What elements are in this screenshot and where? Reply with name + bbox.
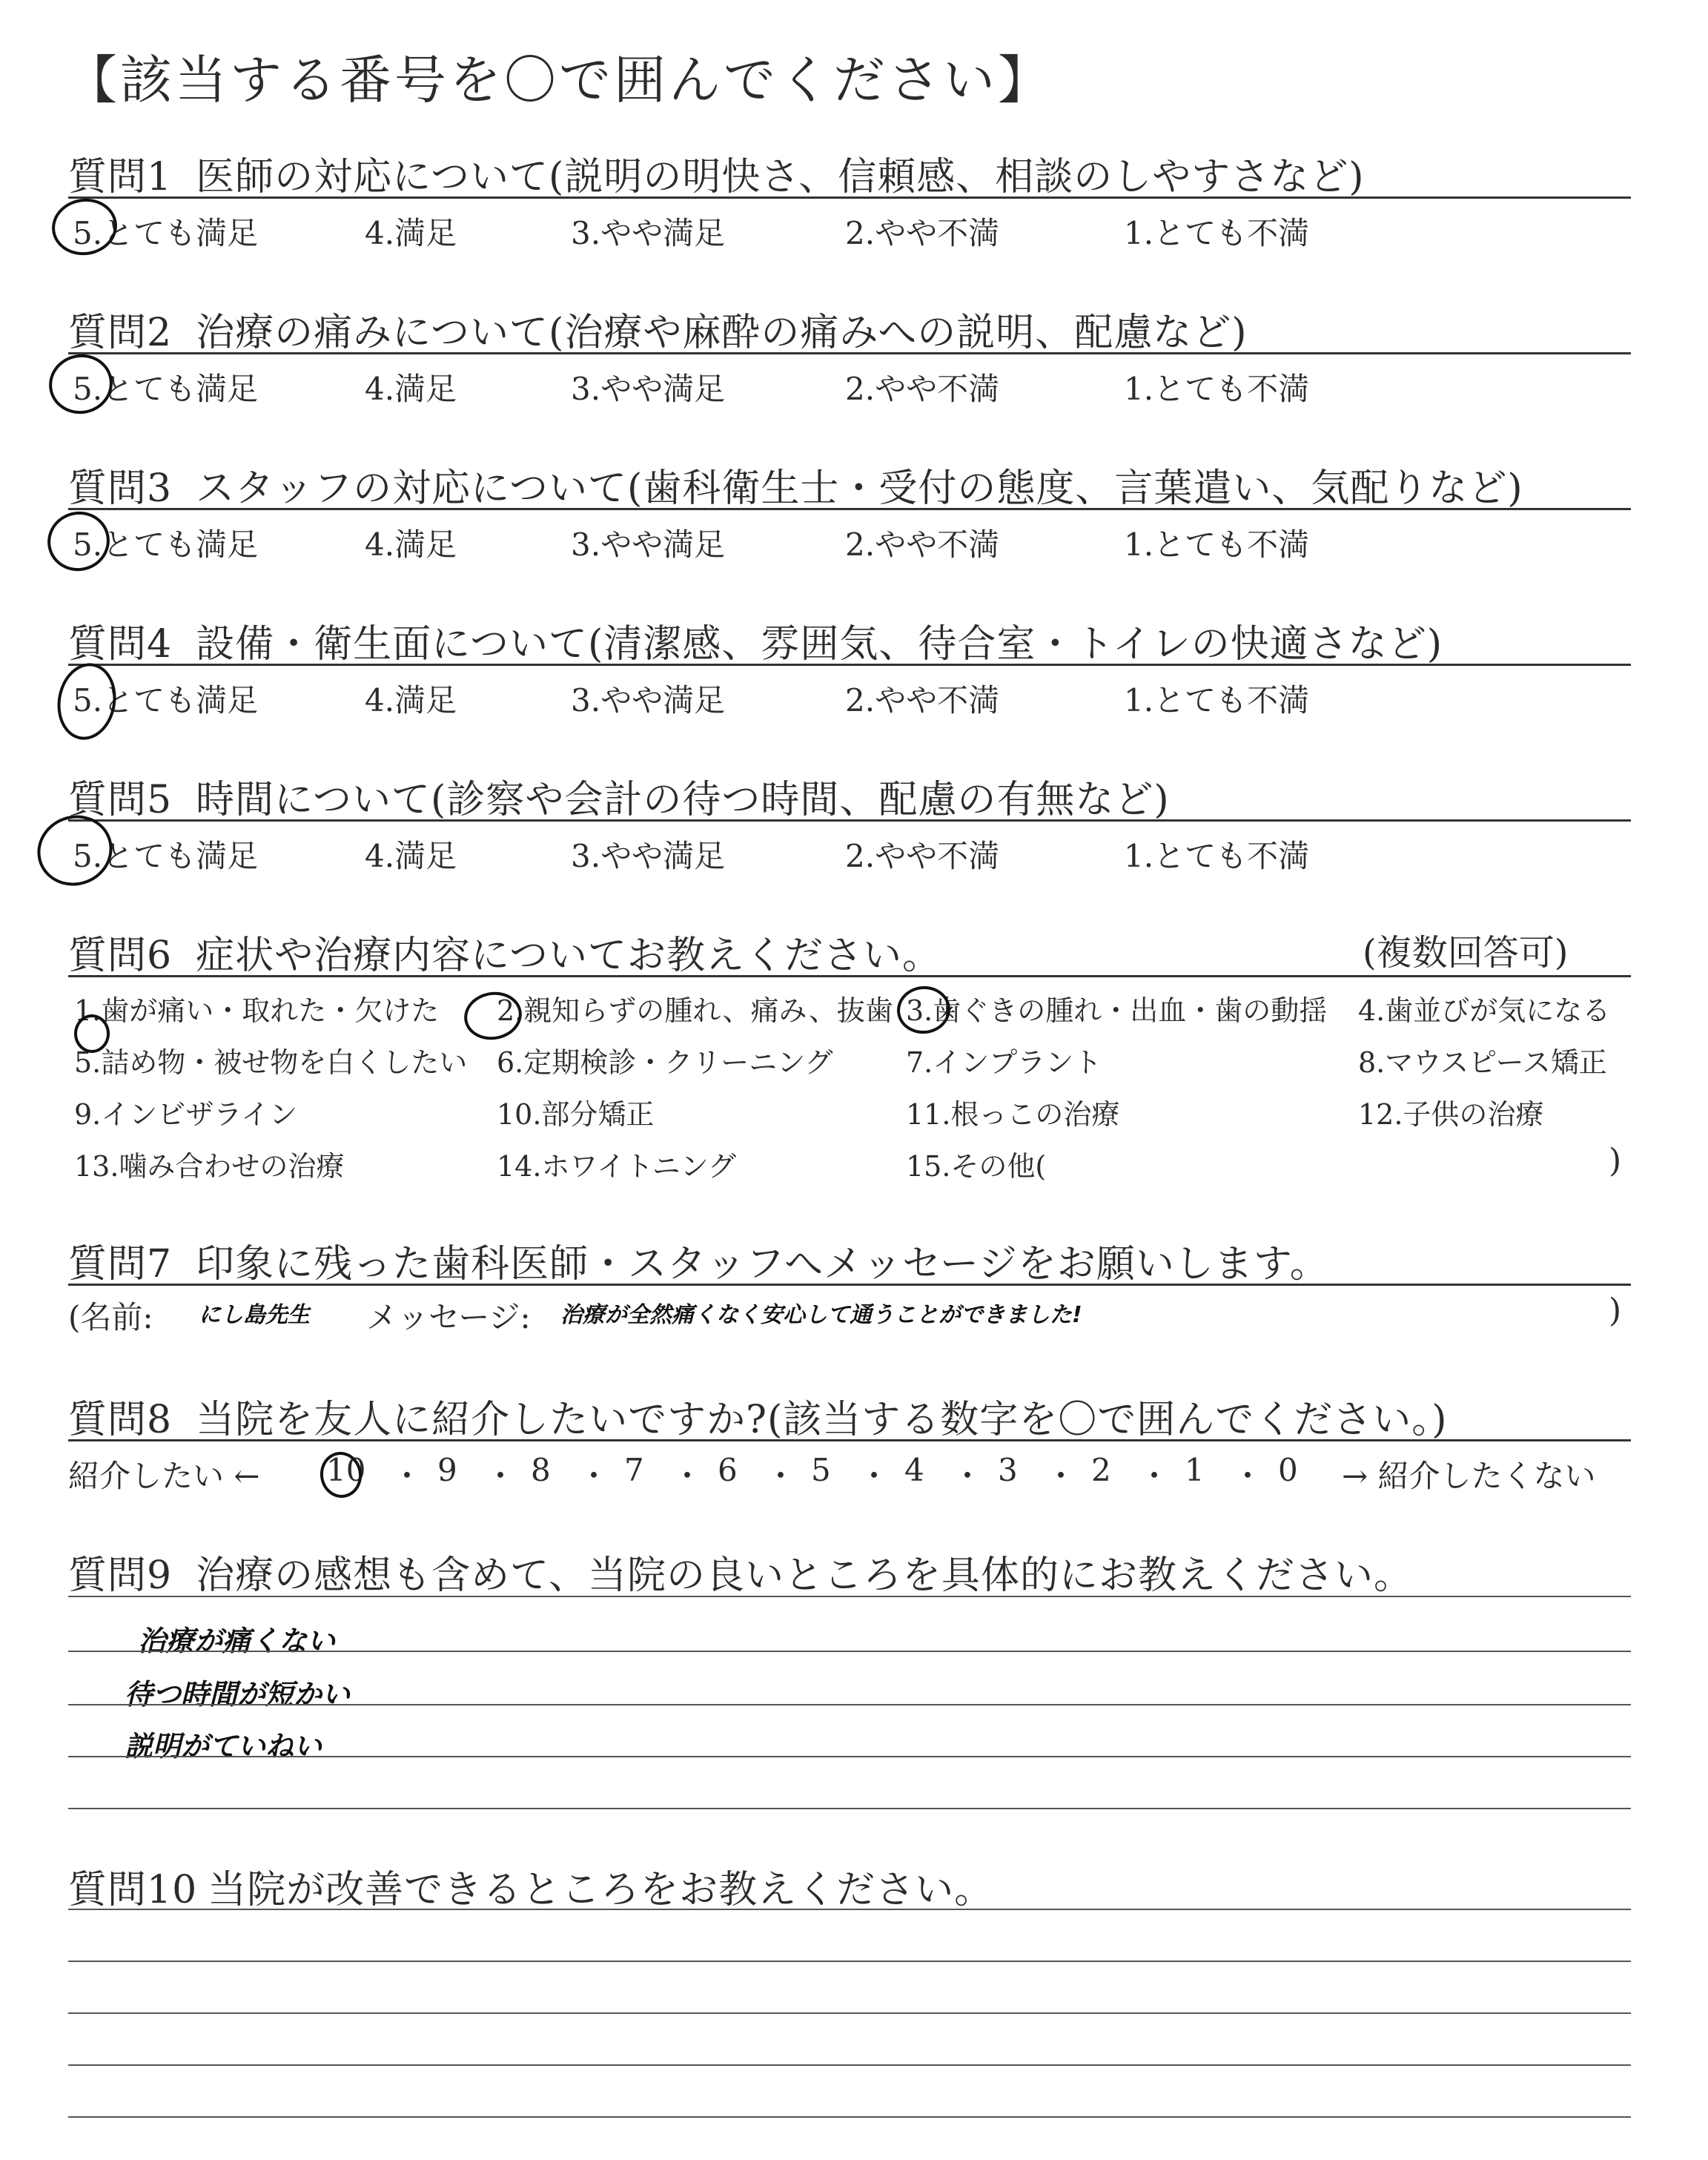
answer-line — [68, 1651, 1631, 1652]
handwritten-staff-name[interactable]: にし島先生 — [199, 1302, 310, 1328]
question-text: 当院が改善できるところをお教えください。 — [208, 1868, 994, 1912]
message-label: メッセージ: — [366, 1299, 531, 1335]
rating-option-4[interactable]: 4.満足 — [365, 526, 457, 563]
rating-option-1[interactable]: 1.とても不満 — [1124, 371, 1310, 407]
question-text: 設備・衛生面について(清潔感、雰囲気、待合室・トイレの快適さなど) — [196, 622, 1443, 667]
scale-separator: ・ — [1232, 1458, 1264, 1494]
symptom-option-7[interactable]: 7.インプラント — [906, 1046, 1102, 1079]
scale-value-4[interactable]: 4 — [904, 1452, 924, 1488]
symptom-option-2[interactable]: 2.親知らずの腫れ、痛み、抜歯 — [497, 994, 893, 1027]
question-number: 質問10 — [68, 1868, 198, 1912]
page-title: 【該当する番号を〇で囲んでください】 — [65, 50, 1053, 110]
rating-option-3[interactable]: 3.やや満足 — [571, 371, 726, 407]
handwritten-message[interactable]: 治療が全然痛くなく安心して通うことができました! — [560, 1302, 1082, 1328]
question-5 — [68, 768, 1170, 824]
question-6 — [68, 924, 941, 980]
symptom-option-11[interactable]: 11.根っこの治療 — [906, 1098, 1120, 1131]
rating-option-1[interactable]: 1.とても不満 — [1124, 526, 1310, 563]
question-number: 質問7 — [68, 1242, 173, 1287]
rating-option-5[interactable]: 5.とても満足 — [73, 526, 259, 563]
question-7 — [68, 1232, 1329, 1288]
handwritten-answer[interactable]: 治療が痛くない — [138, 1625, 336, 1657]
question-number: 質問1 — [68, 155, 173, 199]
scale-value-5[interactable]: 5 — [811, 1452, 831, 1488]
answer-line — [68, 2116, 1631, 2118]
scale-value-6[interactable]: 6 — [718, 1452, 738, 1488]
hand-drawn-circle-mark — [41, 504, 116, 578]
symptom-option-8[interactable]: 8.マウスピース矯正 — [1358, 1046, 1607, 1079]
message-close-paren: ) — [1609, 1292, 1622, 1330]
answer-line — [68, 1961, 1631, 1962]
question-8 — [68, 1388, 1448, 1444]
scale-value-7[interactable]: 7 — [624, 1452, 644, 1488]
rule — [68, 1284, 1631, 1286]
answer-line — [68, 2064, 1631, 2066]
rule — [68, 819, 1631, 822]
question-text: 症状や治療内容についてお教えください。 — [196, 934, 942, 978]
rule — [68, 975, 1631, 977]
scale-separator: ・ — [391, 1458, 423, 1494]
recommend-left-label: 紹介したい ← — [68, 1458, 260, 1494]
rating-option-4[interactable]: 4.満足 — [365, 838, 457, 874]
question-3 — [68, 457, 1523, 512]
rating-option-3[interactable]: 3.やや満足 — [571, 838, 726, 874]
scale-separator: ・ — [578, 1458, 610, 1494]
answer-line — [68, 1756, 1631, 1757]
symptom-option-6[interactable]: 6.定期検診・クリーニング — [497, 1046, 833, 1079]
rating-option-5[interactable]: 5.とても満足 — [73, 682, 259, 719]
scale-value-10[interactable]: 10 — [326, 1452, 366, 1488]
scale-separator: ・ — [1139, 1458, 1171, 1494]
question-text: 治療の感想も含めて、当院の良いところを具体的にお教えください。 — [196, 1553, 1414, 1598]
symptom-option-13[interactable]: 13.噛み合わせの治療 — [74, 1150, 345, 1183]
symptom-option-1[interactable]: 1.歯が痛い・取れた・欠けた — [74, 994, 440, 1027]
rating-option-2[interactable]: 2.やや不満 — [845, 526, 1000, 563]
question-number: 質問2 — [68, 311, 173, 355]
rating-option-1[interactable]: 1.とても不満 — [1124, 682, 1310, 719]
scale-value-8[interactable]: 8 — [531, 1452, 551, 1488]
rating-option-2[interactable]: 2.やや不満 — [845, 215, 1000, 251]
symptom-option-9[interactable]: 9.インビザライン — [74, 1098, 298, 1131]
scale-separator: ・ — [672, 1458, 704, 1494]
scale-value-0[interactable]: 0 — [1278, 1452, 1298, 1488]
rule — [68, 196, 1631, 199]
rating-option-4[interactable]: 4.満足 — [365, 215, 457, 251]
hand-drawn-circle-mark — [74, 1014, 110, 1053]
rating-option-5[interactable]: 5.とても満足 — [73, 215, 259, 251]
rule — [68, 352, 1631, 354]
question-2 — [68, 301, 1248, 357]
question-9 — [68, 1544, 1413, 1599]
question-number: 質問5 — [68, 778, 173, 822]
symptom-option-3[interactable]: 3.歯ぐきの腫れ・出血・歯の動揺 — [906, 994, 1328, 1027]
question-text: 医師の対応について(説明の明快さ、信頼感、相談のしやすさなど) — [196, 155, 1365, 199]
scale-value-9[interactable]: 9 — [437, 1452, 457, 1488]
scale-separator: ・ — [952, 1458, 984, 1494]
question-number: 質問6 — [68, 934, 173, 978]
question-text: 治療の痛みについて(治療や麻酔の痛みへの説明、配慮など) — [196, 311, 1248, 355]
multiple-answer-note: (複数回答可) — [1363, 932, 1569, 974]
rating-option-3[interactable]: 3.やや満足 — [571, 215, 726, 251]
question-number: 質問4 — [68, 622, 173, 667]
answer-line — [68, 2012, 1631, 2014]
question-number: 質問8 — [68, 1398, 173, 1442]
scale-separator: ・ — [485, 1458, 517, 1494]
scale-separator: ・ — [1045, 1458, 1077, 1494]
symptom-option-10[interactable]: 10.部分矯正 — [497, 1098, 655, 1131]
scale-value-1[interactable]: 1 — [1185, 1452, 1205, 1488]
symptom-option-14[interactable]: 14.ホワイトニング — [497, 1150, 737, 1183]
answer-line — [68, 1596, 1631, 1597]
rating-option-2[interactable]: 2.やや不満 — [845, 371, 1000, 407]
rating-option-2[interactable]: 2.やや不満 — [845, 838, 1000, 874]
question-text: 当院を友人に紹介したいですか?(該当する数字を〇で囲んでください。) — [196, 1398, 1448, 1442]
rule — [68, 664, 1631, 666]
question-10 — [68, 1858, 993, 1914]
symptom-option-4[interactable]: 4.歯並びが気になる — [1358, 994, 1611, 1027]
rating-option-2[interactable]: 2.やや不満 — [845, 682, 1000, 719]
rating-option-4[interactable]: 4.満足 — [365, 371, 457, 407]
symptom-option-15[interactable]: 15.その他( — [906, 1150, 1047, 1183]
rule — [68, 1439, 1631, 1441]
rule — [68, 508, 1631, 510]
rating-option-1[interactable]: 1.とても不満 — [1124, 215, 1310, 251]
other-close-paren: ) — [1609, 1142, 1622, 1180]
recommend-right-label: → 紹介したくない — [1342, 1458, 1596, 1494]
hand-drawn-circle-mark — [52, 658, 122, 744]
question-text: スタッフの対応について(歯科衛生士・受付の態度、言葉遣い、気配りなど) — [196, 466, 1523, 511]
question-1 — [68, 145, 1365, 201]
rating-option-4[interactable]: 4.満足 — [365, 682, 457, 719]
rating-option-5[interactable]: 5.とても満足 — [73, 838, 259, 874]
handwritten-answer[interactable]: 説明がていねい — [125, 1730, 322, 1763]
rating-option-1[interactable]: 1.とても不満 — [1124, 838, 1310, 874]
question-number: 質問9 — [68, 1553, 173, 1598]
question-text: 印象に残った歯科医師・スタッフへメッセージをお願いします。 — [196, 1242, 1329, 1287]
answer-line — [68, 1909, 1631, 1910]
answer-line — [68, 1808, 1631, 1809]
answer-line — [68, 1704, 1631, 1705]
symptom-option-12[interactable]: 12.子供の治療 — [1358, 1098, 1544, 1131]
rating-option-3[interactable]: 3.やや満足 — [571, 526, 726, 563]
name-label: (名前: — [68, 1299, 153, 1335]
handwritten-answer[interactable]: 待つ時間が短かい — [125, 1678, 351, 1711]
scale-value-3[interactable]: 3 — [998, 1452, 1018, 1488]
rating-option-3[interactable]: 3.やや満足 — [571, 682, 726, 719]
scale-separator: ・ — [765, 1458, 797, 1494]
symptom-option-5[interactable]: 5.詰め物・被せ物を白くしたい — [74, 1046, 468, 1079]
question-number: 質問3 — [68, 466, 173, 511]
question-4 — [68, 612, 1443, 668]
scale-separator: ・ — [858, 1458, 890, 1494]
rating-option-5[interactable]: 5.とても満足 — [73, 371, 259, 407]
scale-value-2[interactable]: 2 — [1091, 1452, 1111, 1488]
question-text: 時間について(診察や会計の待つ時間、配慮の有無など) — [196, 778, 1170, 822]
